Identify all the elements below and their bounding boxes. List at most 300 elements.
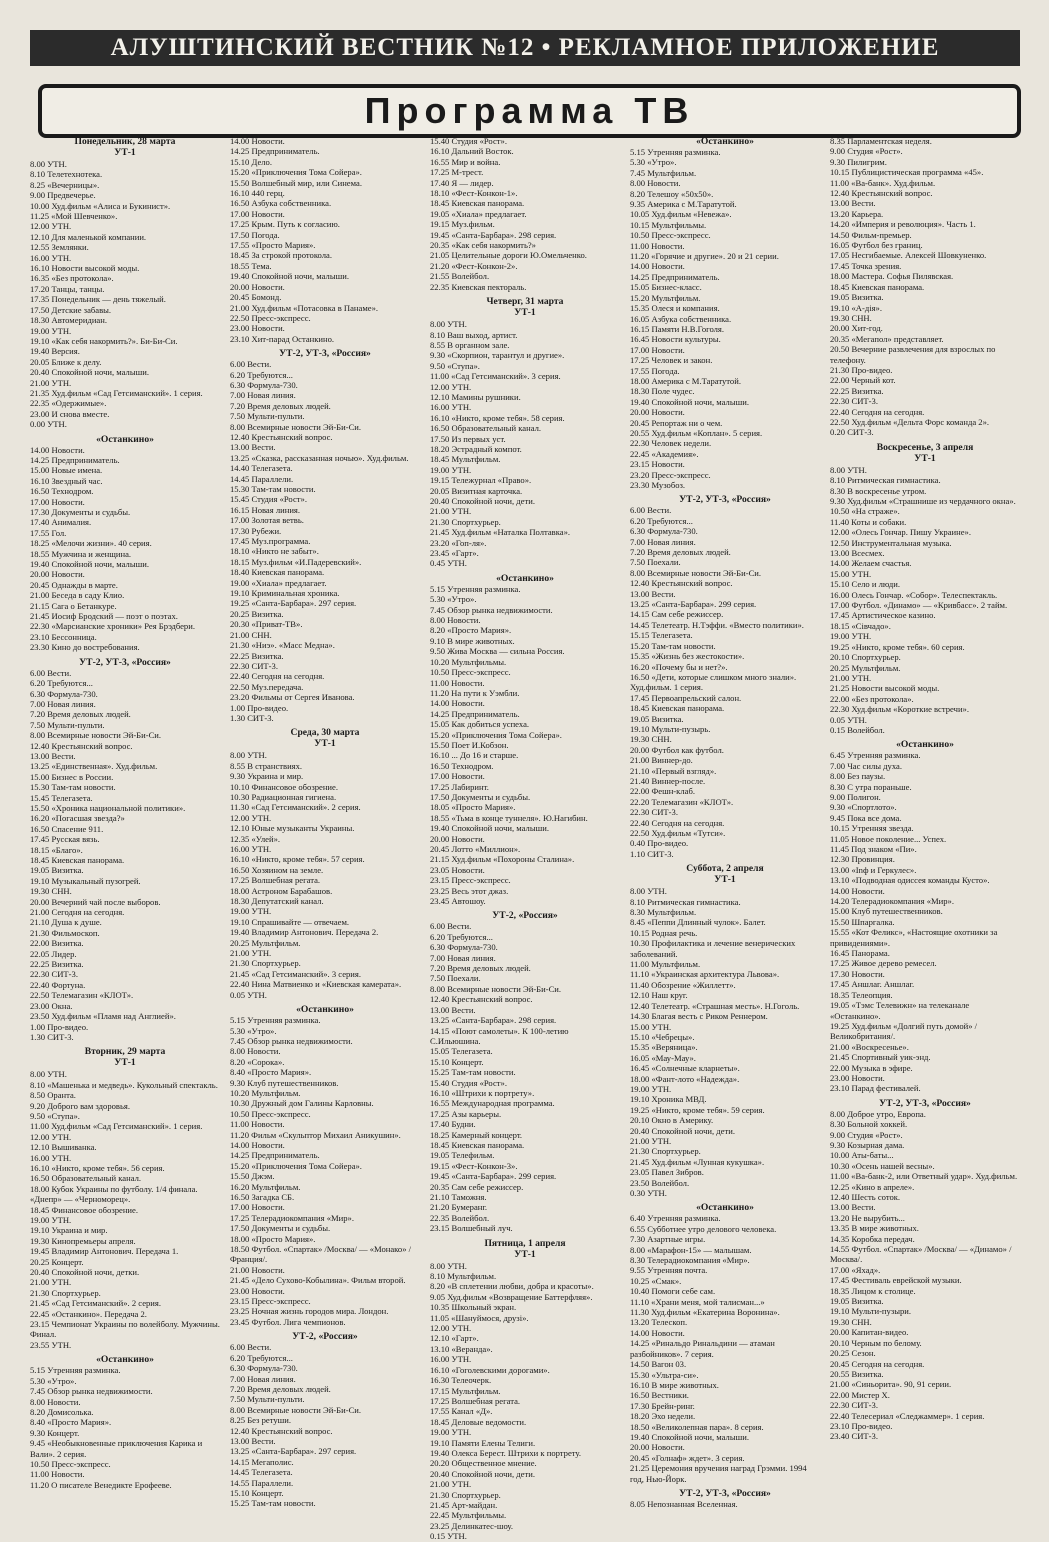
program-entry: 15.55 «Кот Феликс», «Настоящие охотники за привидениями». (830, 927, 998, 948)
program-entry: 20.00 Новости. (630, 1442, 685, 1453)
program-entry: 16.50 Образовательный канал. (30, 1173, 142, 1184)
channel-section (830, 1098, 1020, 1442)
program-entry: 10.30 «Осень нашей весны». (830, 1160, 935, 1171)
section-title: УТ-2, УТ-3, «Россия» (679, 1487, 771, 1499)
channel-section (230, 1004, 420, 1327)
program-entry: 6.30 Формула-730. (230, 1363, 298, 1374)
program-entry: 15.25 Там-там новости. (430, 1067, 516, 1078)
program-entry: 12.10 Юные музыканты Украины. (230, 823, 355, 834)
program-entry: 16.00 УТН. (430, 402, 472, 413)
program-entry: 6.00 Вести. (30, 667, 72, 678)
program-entry: 20.10 Черным по белому. (830, 1337, 922, 1348)
program-entry: 18.45 Деловые ведомости. (430, 1416, 527, 1427)
program-entry: 18.40 Киевская панорама. (230, 567, 325, 578)
program-entry: 17.50 Документы и судьбы. (230, 1223, 331, 1234)
program-entry: 12.40 Крестьянский вопрос. (430, 994, 533, 1005)
program-entry: 11.20 На пути к Уэмбли. (430, 687, 520, 698)
program-entry: 13.25 «Единственная». Худ.фильм. (30, 761, 158, 772)
program-entry: 10.20 Мультфильмы. (430, 656, 507, 667)
program-entry: 12.55 Землянки. (30, 242, 89, 253)
program-entry: 18.35 Телеопция. (830, 989, 893, 1000)
program-entry: 23.20 Пресс-экспресс. (630, 469, 711, 480)
program-entry: 17.45 Первоапрельский салон. (630, 692, 742, 703)
program-entry: 15.10 «Чебрецы». (630, 1031, 695, 1042)
program-entry: 15.00 Бизнес в России. (30, 771, 114, 782)
program-entry: 10.25 «Смак». (630, 1275, 682, 1286)
program-entry: 15.05 Бизнес-класс. (630, 282, 702, 293)
program-entry: 20.25 Сезон. (830, 1348, 876, 1359)
program-entry: 19.10 Криминальная хроника. (230, 588, 340, 599)
program-entry: 1.00 Про-видео. (230, 702, 289, 713)
program-entry: 20.35 Сам себе режиссер. (430, 1181, 524, 1192)
program-entry: 1.10 СИТ-3. (630, 848, 674, 859)
program-entry: 15.50 Волшебный мир, или Синема. (230, 177, 362, 188)
program-entry: 6.40 Утренняя разминка. (630, 1213, 721, 1224)
program-entry: 18.15 «Сівчадо». (830, 620, 891, 631)
program-entry: 22.40 Телесериал «Следжаммер». 1 серия. (830, 1410, 985, 1421)
program-entry: 19.00 УТН. (30, 1215, 72, 1225)
program-entry: 18.25 Камерный концерт. (430, 1129, 523, 1140)
program-entry: 9.30 «Скорпион, тарантул и другие». (430, 350, 565, 361)
program-entry: 17.25 М-трест. (430, 167, 484, 178)
program-entry: 19.05 Визитка. (830, 292, 884, 303)
program-entry: 21.15 Худ.фильм «Похороны Сталина». (430, 854, 575, 865)
program-entry: 13.20 Телескоп. (630, 1317, 688, 1328)
program-entry: 19.30 Кинопремьеры апреля. (30, 1235, 136, 1246)
program-entry: 5.30 «Утро». (430, 594, 477, 605)
program-entry: 17.25 Волшебная регата. (230, 875, 321, 886)
schedule-column (230, 136, 420, 1509)
program-entry: 8.00 Всемирные новости Эй-Би-Си. (230, 421, 362, 432)
program-entry: 15.45 Телегазета. (30, 792, 93, 803)
program-entry: 23.00 Новости. (830, 1072, 885, 1083)
program-entry: 22.50 Муз.передача. (230, 681, 304, 692)
program-entry: 15.20 «Приключения Тома Сойера». (430, 729, 562, 740)
program-entry: 19.10 Музыкальный пузогрей. (30, 875, 141, 886)
program-entry: 8.25 Без ретуши. (230, 1415, 291, 1426)
program-entry: 7.50 Мульти-пульти. (30, 719, 105, 730)
program-entry: 17.45 Артистическое казино. (830, 610, 936, 621)
program-entry: 15.00 УТН. (630, 1021, 672, 1032)
program-entry: 22.25 Визитка. (30, 959, 84, 970)
program-banner: Программа ТВ (38, 84, 1021, 138)
program-entry: 19.05 Визитка. (30, 865, 84, 876)
program-entry: 20.10 Спортхурьер. (830, 652, 901, 663)
program-entry: 16.10 В мире животных. (630, 1379, 719, 1390)
program-entry: 18.45 Киевская панорама. (830, 281, 925, 292)
program-entry: 5.30 «Утро». (230, 1025, 277, 1036)
program-entry: 17.55 Погода. (630, 365, 680, 376)
program-entry: 19.00 «Хиала» предлагает. (230, 577, 327, 588)
program-entry: 18.10 «Никто не забыт». (230, 546, 319, 557)
program-entry: 11.45 Под знаком «Пи». (830, 844, 917, 854)
program-entry: 14.00 Новости. (630, 261, 685, 272)
program-entry: 7.45 Обзор рынка недвижимости. (430, 604, 553, 615)
channel-name: УТ-1 (314, 738, 336, 750)
program-entry: 19.10 Мульти-пузыри. (830, 1306, 912, 1317)
program-entry: 10.40 Помоги себе сам. (630, 1286, 716, 1297)
program-entry: 20.25 Концерт. (30, 1256, 84, 1267)
program-entry: 0.15 УТН. (430, 1531, 467, 1542)
program-entry: 16.50 Азбука собственника. (230, 198, 332, 209)
program-entry: 11.40 Коты и собаки. (830, 516, 907, 527)
program-entry: 21.00 УТН. (30, 1277, 72, 1288)
program-entry: 21.30 «Ниэ». «Масс Медна». (230, 640, 335, 651)
program-entry: 10.10 Финансовое обозрение. (230, 781, 338, 792)
program-entry: 19.45 «Санта-Барбара». 299 серия. (430, 1171, 557, 1182)
program-entry: 13.00 Вести. (230, 442, 276, 453)
program-entry: 11.10 «Храни меня, мой талисман...» (630, 1296, 765, 1307)
program-entry: 19.05 Визитка. (630, 713, 684, 724)
program-entry: 23.25 Делинкатес-шоу. (430, 1520, 514, 1531)
program-entry: 6.55 Субботнее утро делового человека. (630, 1223, 777, 1234)
program-entry: 8.10 Ритмическая гимнастика. (830, 475, 941, 486)
program-entry: 20.45 Сегодня на сегодня. (830, 1358, 925, 1369)
channel-section (830, 136, 1020, 438)
program-entry: 11.00 «Сад Гетсиманский». 3 серия. (430, 371, 561, 382)
program-entry: 16.50 Технодром. (30, 486, 94, 497)
program-entry: 16.10 «Штрихи к портрету». (430, 1087, 535, 1098)
program-entry: 12.00 УТН. (430, 381, 472, 392)
program-entry: 11.00 Худ.фильм «Сад Гетсиманский». 1 серия. (30, 1121, 203, 1132)
section-title: «Останкино» (696, 1202, 754, 1214)
program-entry: 15.20 «Приключения Тома Сойера». (230, 1160, 362, 1171)
program-entry: 14.50 Фильм-премьер. (830, 229, 912, 240)
program-entry: 13.20 Карьера. (830, 208, 884, 219)
program-entry: 17.25 Лабиринт. (430, 781, 489, 792)
program-entry: 15.20 «Приключения Тома Сойера». (230, 167, 362, 178)
program-entry: 16.50 Спасение 911. (30, 823, 104, 834)
program-entry: 8.00 Доброе утро, Европа. (830, 1108, 926, 1119)
program-entry: 10.30 Радиационная гигиена. (230, 791, 337, 802)
program-entry: 23.00 Окна. (30, 1000, 73, 1011)
program-entry: 9.30 Украина и мир. (230, 771, 304, 782)
program-entry: 12.50 Инструментальная музыка. (830, 537, 952, 548)
program-entry: 13.00 Вести. (230, 1435, 276, 1446)
channel-section (230, 727, 420, 1000)
program-entry: 17.00 Новости. (230, 208, 285, 219)
program-entry: 15.50 Шпаргалка. (830, 916, 895, 927)
program-entry: 15.10 Концерт. (430, 1056, 484, 1067)
channel-section (430, 910, 620, 1233)
program-entry: 1.00 Про-видео. (30, 1021, 89, 1032)
program-entry: 22.00 Музыка в эфире. (830, 1062, 913, 1073)
channel-section (630, 1202, 820, 1484)
program-entry: 13.10 «Веранда». (430, 1343, 493, 1354)
program-entry: 8.25 «Вечерницы». (30, 179, 100, 190)
program-entry: 23.30 Музобоз. (630, 480, 686, 490)
program-entry: 9.10 В мире животных. (430, 635, 515, 646)
program-entry: 19.40 Версия. (30, 346, 80, 357)
schedule-column (630, 136, 820, 1509)
program-entry: 15.40 Студия «Рост». (430, 136, 507, 146)
program-entry: 21.30 Про-видео. (830, 364, 893, 375)
program-entry: 14.45 Телегазета. (230, 1467, 293, 1478)
program-entry: 6.30 Формула-730. (430, 942, 498, 953)
program-entry: 20.00 Капитан-видео. (830, 1327, 909, 1338)
program-entry: 17.50 Документы и судьбы. (430, 791, 531, 802)
program-entry: 18.30 Поле чудес. (630, 386, 695, 397)
program-entry: 21.20 «Фест-Конкон-2». (430, 260, 518, 271)
program-entry: 14.15 Мегаполис. (230, 1456, 294, 1467)
program-entry: 17.45 Муз.программа. (230, 536, 311, 547)
program-entry: 16.50 Образовательный канал. (430, 423, 542, 434)
program-entry: 11.00 «Ва-банк». Худ.фильм. (830, 177, 936, 188)
program-entry: 11.40 Обозрение «Жиллетт». (630, 979, 736, 990)
program-entry: 9.45 Пока все дома. (830, 812, 902, 823)
channel-name: УТ-1 (514, 1248, 536, 1260)
program-entry: 15.30 Там-там новости. (230, 484, 316, 494)
program-entry: 9.00 Студия «Рост». (830, 1129, 903, 1140)
program-entry: 19.30 СНН. (830, 312, 872, 323)
program-entry: 23.05 Павел Зибров. (630, 1167, 704, 1178)
program-entry: 16.00 УТН. (30, 252, 72, 263)
program-entry: 16.45 Новости культуры. (630, 334, 721, 345)
program-entry: 22.40 Нина Матвиенко и «Киевская камерата». (230, 979, 402, 990)
program-entry: 18.30 Депутатский канал. (230, 896, 324, 907)
section-title: УТ-2, УТ-3, «Россия» (279, 348, 371, 360)
program-entry: 19.30 СНН. (830, 1316, 872, 1327)
program-entry: 16.55 Мир и война. (430, 156, 501, 167)
program-entry: 21.00 УТН. (630, 1135, 672, 1146)
program-entry: 0.45 УТН. (430, 558, 467, 569)
program-entry: 0.05 УТН. (230, 989, 267, 1000)
channel-section (830, 442, 1020, 736)
program-entry: 9.05 Худ.фильм «Возвращение Баттерфляя». (430, 1291, 593, 1302)
program-entry: 7.20 Время деловых людей. (30, 709, 131, 720)
program-entry: 8.20 «Просто Мария». (430, 625, 512, 636)
program-entry: 21.25 Новости высокой моды. (830, 683, 940, 694)
program-entry: 18.45 Киевская панорама. (30, 855, 125, 865)
program-entry: 19.45 Владимир Антонович. Передача 1. (30, 1246, 179, 1257)
program-entry: 21.30 Спортхурьер. (230, 958, 301, 969)
program-entry: 18.45 Киевская панорама. (430, 198, 525, 209)
program-entry: 10.30 Профилактика и лечение венерических заболеваний. (630, 938, 796, 959)
program-entry: 17.25 Азы карьеры. (430, 1108, 502, 1119)
program-entry: 18.55 «Тьма в конце туннеля». Ю.Нагибин. (430, 812, 588, 823)
program-entry: 21.00 УТН. (230, 948, 272, 959)
program-entry: 12.40 Крестьянский вопрос. (230, 1425, 333, 1436)
program-entry: 6.00 Вести. (230, 1342, 272, 1353)
program-entry: 23.15 Пресс-экспресс. (230, 1296, 311, 1307)
program-entry: 16.10 Дальний Восток. (430, 146, 514, 157)
program-entry: 20.40 Спокойной ночи, малыши. (30, 367, 149, 378)
section-title: Понедельник, 28 марта (74, 136, 176, 147)
program-entry: 14.45 Телетеатр. Н.Тэффи. «Вместо политики». (630, 619, 804, 630)
program-entry: 18.00 Америка с М.Таратутой. (630, 375, 741, 386)
program-entry: 20.25 Мультфильм. (830, 662, 901, 673)
program-entry: 11.10 «Украинская архитектура Львова». (630, 969, 780, 980)
program-entry: 18.55 Тема. (230, 260, 272, 271)
program-entry: 23.25 Ночная жизнь городов мира. Лондон. (230, 1306, 389, 1317)
program-entry: 8.00 Всемирные новости Эй-Би-Си. (30, 730, 162, 741)
program-entry: 8.50 Оранта. (30, 1090, 76, 1101)
program-entry: 6.30 Формула-730. (30, 688, 98, 699)
program-entry: 17.45 Фестиваль еврейской музыки. (830, 1275, 962, 1286)
program-entry: 20.45 Лотто «Миллион». (430, 844, 521, 854)
channel-section (430, 573, 620, 907)
program-entry: 16.00 Олесь Гончар. «Собор». Телеспектакль. (830, 589, 998, 600)
program-entry: 8.20 Домисолька. (30, 1406, 94, 1417)
program-entry: 18.00 Астроном Барабашов. (230, 885, 333, 896)
program-entry: 6.45 Утренняя разминка. (830, 750, 921, 761)
program-entry: 20.55 Визитка. (830, 1368, 884, 1379)
program-entry: 16.00 УТН. (230, 844, 272, 854)
program-entry: 16.05 Азбука собственника. (630, 313, 732, 324)
program-entry: 19.00 УТН. (230, 906, 272, 917)
program-entry: 8.05 Непознанная Вселенная. (630, 1498, 738, 1509)
program-entry: 15.30 «Ультра-си». (630, 1369, 699, 1380)
program-entry: 22.30 СИТ-3. (830, 1400, 878, 1411)
program-entry: 7.45 Обзор рынка недвижимости. (230, 1035, 353, 1046)
program-entry: 21.00 УТН. (30, 377, 72, 388)
program-entry: 8.10 «Машенька и медведь». Кукольный спектакль. (30, 1079, 218, 1090)
program-entry: 20.00 Новости. (430, 833, 485, 844)
program-entry: 11.25 «Мой Шевченко». (30, 211, 118, 222)
program-entry: 17.40 Я — лидер. (430, 177, 494, 188)
program-entry: 21.45 Худ.фильм «Наталка Полтавка». (430, 527, 571, 538)
program-entry: 21.00 УТН. (830, 672, 872, 683)
program-entry: 8.00 Всемирные новости Эй-Би-Си. (630, 567, 762, 578)
program-entry: 20.30 «Приват-ТВ». (230, 619, 303, 630)
program-entry: 9.00 Студия «Рост». (830, 146, 903, 157)
program-entry: 15.20 Там-там новости. (630, 640, 716, 651)
program-entry: 21.10 Таможня. (430, 1192, 487, 1202)
program-entry: 21.45 Иосиф Бродский — поэт о поэтах. (30, 611, 178, 622)
program-entry: 20.40 Спокойной ночи, дети. (430, 1468, 535, 1479)
program-entry: 17.25 Крым. Путь к согласию. (230, 219, 340, 230)
program-entry: 17.50 Из первых уст. (430, 433, 506, 444)
channel-section (30, 1354, 220, 1490)
program-entry: 17.30 Документы и судьбы. (30, 507, 131, 517)
program-entry: 15.50 Поет И.Кобзон. (430, 739, 509, 750)
program-entry: 8.00 УТН. (830, 464, 867, 475)
program-entry: 16.05 «Мау-Мау». (630, 1052, 696, 1063)
program-entry: 16.50 Загадка СБ. (230, 1192, 295, 1202)
program-entry: 21.30 Спортхурьер. (430, 1489, 501, 1500)
tv-schedule-columns (30, 136, 1020, 1542)
program-entry: 11.00 Новости. (30, 1469, 85, 1480)
program-entry: 23.00 Новости. (230, 1285, 285, 1296)
program-entry: 20.40 Спокойной ночи, дети. (430, 496, 535, 506)
program-entry: 8.10 Ритмическая гимнастика. (630, 896, 741, 907)
program-entry: 19.00 УТН. (430, 464, 472, 475)
program-entry: 20.45 Бомонд. (230, 292, 282, 303)
program-entry: 7.00 Час силы духа. (830, 760, 902, 771)
program-entry: 10.50 Пресс-экспресс. (230, 1108, 311, 1119)
program-entry: 23.15 Волшебный луч. (430, 1223, 513, 1234)
program-entry: 12.10 Вышиванка. (30, 1142, 97, 1153)
program-entry: 10.05 Худ.фильм «Невежа». (630, 209, 732, 220)
program-entry: 15.35 «Веряница». (630, 1042, 698, 1053)
program-entry: 10.15 Публицистическая программа «45». (830, 167, 984, 178)
program-entry: 18.45 Мультфильм. (430, 454, 501, 465)
program-entry: 17.00 «Яхад». (830, 1264, 881, 1275)
program-entry: 19.40 Владимир Антонович. Передача 2. (230, 927, 379, 938)
program-entry: 13.25 «Санта-Барбара». 299 серия. (630, 599, 757, 610)
program-entry: 0.00 УТН. (30, 419, 67, 430)
program-entry: 13.25 «Санта-Барбара». 298 серия. (430, 1015, 557, 1026)
program-entry: 8.00 Всемирные новости Эй-Би-Си. (230, 1404, 362, 1415)
program-entry: 14.25 Предприниматель. (230, 146, 320, 157)
section-title: «Останкино» (96, 433, 154, 445)
program-entry: 5.15 Утренняя разминка. (630, 147, 721, 157)
program-entry: 10.50 «На страже». (830, 506, 900, 517)
program-entry: 23.55 УТН. (30, 1339, 72, 1350)
program-entry: 23.15 Пресс-экспресс. (430, 875, 511, 886)
program-entry: 5.15 Утренняя разминка. (230, 1015, 321, 1026)
program-entry: 19.00 УТН. (30, 325, 72, 336)
channel-section (430, 136, 620, 292)
program-entry: 8.35 Парламентская неделя. (830, 136, 932, 146)
program-entry: 12.30 Провинция. (830, 854, 895, 865)
program-entry: 12.40 Крестьянский вопрос. (630, 578, 733, 589)
program-entry: 16.45 Панорама. (830, 948, 890, 959)
program-entry: 23.25 Весь этот джаз. (430, 885, 509, 896)
program-entry: 21.10 «Первый взгляд». (630, 765, 717, 776)
program-entry: 14.55 Параллели. (230, 1477, 294, 1488)
program-entry: 6.20 Требуются... (30, 678, 93, 689)
program-entry: 14.55 Футбол. «Спартак» /Москва/ — «Динамо» /Москва/. (830, 1244, 1012, 1265)
program-entry: 23.05 Новости. (430, 864, 485, 875)
program-entry: 22.25 Визитка. (230, 650, 284, 661)
program-entry: 22.25 Визитка. (830, 385, 884, 396)
program-entry: 7.20 Время деловых людей. (230, 1383, 331, 1394)
section-title: «Останкино» (296, 1004, 354, 1016)
program-entry: 23.30 Кино до востребования. (30, 642, 140, 653)
program-entry: 7.00 Новая линия. (230, 390, 296, 401)
program-entry: 20.25 Визитка. (230, 608, 284, 619)
program-entry: 14.30 Благая весть с Риком Реннером. (630, 1011, 768, 1022)
program-entry: 23.15 Новости. (630, 459, 685, 470)
program-entry: 15.00 Клуб путешественников. (830, 906, 943, 917)
program-entry: 20.50 Вечерние развлечения для взрослых по телефону. (830, 344, 996, 365)
channel-section (230, 1331, 420, 1509)
program-entry: 12.00 УТН. (430, 1323, 472, 1334)
program-entry: 15.05 Как добиться успеха. (430, 719, 530, 730)
program-entry: 18.05 «Просто Мария». (430, 802, 516, 813)
program-entry: 23.15 Чемпионат Украины по волейболу. Мужчины. Финал. (30, 1319, 220, 1340)
program-entry: 23.00 Новости. (230, 323, 285, 334)
program-entry: 17.25 Волшебная регата. (430, 1395, 521, 1406)
program-entry: 16.10 ... До 16 и старше. (430, 750, 519, 761)
program-entry: 23.00 И снова вместе. (30, 408, 110, 419)
channel-section (30, 434, 220, 653)
section-title: УТ-2, «Россия» (292, 1331, 358, 1343)
program-entry: 21.25 Церемония вручения наград Грэмми. 1994 год, Нью-Йорк. (630, 1463, 807, 1484)
program-entry: 8.00 УТН. (30, 159, 67, 169)
section-title: «Останкино» (96, 1354, 154, 1366)
program-entry: 15.50 Джэм. (230, 1171, 275, 1182)
program-entry: 9.35 Америка с М.Таратутой. (630, 199, 737, 210)
program-entry: 21.00 Сегодня на сегодня. (30, 907, 125, 918)
program-entry: 19.40 Спокойной ночи, малыши. (430, 823, 549, 834)
program-entry: 20.35 «Как себя накормить?» (430, 240, 536, 251)
channel-section (230, 348, 420, 723)
program-entry: 14.00 Желаем счастья. (830, 558, 912, 569)
program-entry: 11.00 Новости. (230, 1119, 285, 1130)
program-entry: 22.30 «Марсианские хроники» Рея Брэдбери. (30, 621, 195, 632)
program-entry: 9.55 Утренняя почта. (630, 1265, 708, 1276)
section-title: Суббота, 2 апреля (686, 863, 764, 875)
program-entry: 16.15 Новая линия. (230, 504, 301, 515)
program-entry: 19.30 СНН. (30, 886, 72, 897)
program-entry: 21.10 Душа к душе. (30, 917, 102, 928)
program-entry: 19.40 Олекса Берест. Штрихи к портрету. (430, 1447, 582, 1458)
section-title: «Останкино» (696, 136, 754, 147)
program-entry: 23.10 Хит-парад Останкино. (230, 333, 335, 344)
program-entry: 14.00 Новости. (630, 1327, 685, 1338)
